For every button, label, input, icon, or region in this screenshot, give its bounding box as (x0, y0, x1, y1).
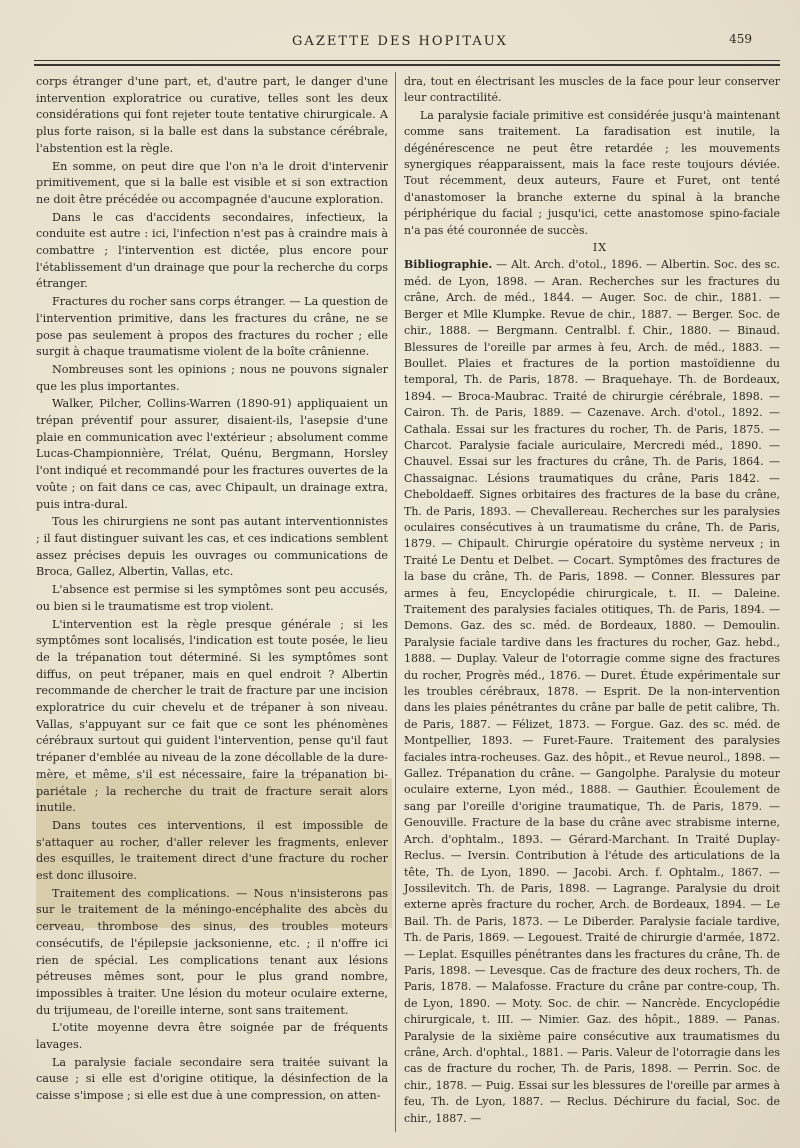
right-column (404, 74, 780, 1128)
paragraph: Nombreuses sont les opinions ; nous ne pouvons signaler que les plus importantes. (36, 362, 388, 393)
paragraph: En somme, on peut dire que l'on n'a le droit d'intervenir primitivement, que si la balle est visible et si son extraction ne doit être précédée ou accompagnée d'aucune exploration. (36, 159, 388, 206)
paragraph: La paralysie faciale secondaire sera traitée suivant la cause ; si elle est d'origine otitique, la désinfection de la caisse s'impose ; si elle est due à une compression, on atten- (36, 1055, 388, 1103)
bibliography (404, 257, 780, 1127)
paragraph: Dans toutes ces interventions, il est impossible de s'attaquer au rocher, d'aller relever les fragments, enlever des esquilles, le traitement direct d'une fracture du rocher est donc illusoire. (36, 818, 388, 883)
page-number: 459 (729, 32, 752, 46)
paragraph: L'otite moyenne devra être soignée par de fréquents lavages. (36, 1021, 388, 1052)
left-column (36, 74, 388, 1106)
paragraph: Fractures du rocher sans corps étranger. — La question de l'intervention primitive, dans les fractures du crâne, ne se pose pas seulement à propos des fractures du rocher ; elle surgit à chaque traumatisme violent de la boîte crânienne. (36, 295, 388, 359)
page-header (0, 30, 800, 52)
paragraph: La paralysie faciale primitive est considérée jusqu'à maintenant comme sans traitement. La faradisation est inutile, la dégénérescence ne peut être retardée ; les mouvements synergiques réapparaissent, mais la face reste toujours déviée. Tout récemment, deux auteurs, Faure et Furet, ont tenté d'anastomoser la branche externe du spinal à la branche périphérique du facial ; jusqu'ici, cette anastomose spino-faciale n'a pas été couronnée de succès. (404, 108, 780, 237)
section-number: IX (592, 241, 608, 255)
paragraph: dra, tout en électrisant les muscles de la face pour leur conserver leur contractilité. (404, 75, 780, 105)
paragraph: Dans le cas d'accidents secondaires, infectieux, la conduite est autre : ici, l'infection n'est pas à craindre mais à combattre ; l'intervention est dictée, plus encore pour l'établissement d'un drainage que pour la recherche du corps étranger. (36, 210, 388, 291)
paragraph: Traitement des complications. — Nous n'insisterons pas sur le traitement de la méningo-encéphalite des abcès du cerveau, thrombose des sinus, des troubles moteurs consécutifs, de l'épilepsie jacksonienne, etc. ; il n'offre ici rien de spécial. Les complications tenant aux lésions pétreuses mêmes sont, pour le plus grand nombre, impossibles à traiter. Une lésion du moteur oculaire externe, du trijumeau, de l'oreille interne, sont sans traitement. (36, 886, 388, 1017)
column-divider (395, 72, 396, 1132)
paragraph: corps étranger d'une part, et, d'autre part, le danger d'une intervention exploratrice ou curative, telles sont les deux considérations qui font rejeter toute tentative chirurgicale. A plus forte raison, si la balle est dans la substance cérébrale, l'abstention est la règle. (36, 75, 388, 155)
paragraph: L'intervention est la règle presque générale ; si les symptômes sont localisés, l'indication est toute posée, le lieu de la trépanation tout déterminé. Si les symptômes sont diffus, on peut trépaner, mais en quel endroit ? Albertin recommande de chercher le trait de fracture par une incision exploratrice du cuir chevelu et de trépaner à son niveau. Vallas, s'appuyant sur ce fait que ce sont les phénomènes cérébraux surtout qui guident l'intervention, pense qu'il faut trépaner d'emblée au niveau de la zone décollable de la dure-mère, et même, s'il est nécessaire, faire la trépanation bi-pariétale ; la recherche du trait de fracture serait alors inutile. (36, 617, 388, 815)
paragraph: L'absence est permise si les symptômes sont peu accusés, ou bien si le traumatisme est trop violent. (36, 583, 388, 613)
bibliography-text: — Alt. Arch. d'otol., 1896. — Albertin. Soc. des sc. méd. de Lyon, 1898. — Aran. Recherches sur les fractures du crâne, Arch. de méd., 1844. — Auger. Soc. de chir., 1881. — Berger et Mlle Klumpke. Revue de chir., 1887. — Berger. Soc. de chir., 1888. — Bergmann. Centralbl. f. Chir., 1880. — Binaud. Blessures de l'oreille par armes à feu, Arch. de méd., 1883. — Boullet. Plaies et fractures de la portion mastoïdienne du temporal, Th. de Paris, 1878. — Braquehaye. Th. de Bordeaux, 1894. — Broca-Maubrac. Traité de chirurgie cérébrale, 1898. — Cairon. Th. de Paris, 1889. — Cazenave. Arch. d'otol., 1892. — Cathala. Essai sur les fractures du rocher, Th. de Paris, 1875. — Charcot. Paralysie faciale auriculaire, Mercredi méd., 1890. — Chauvel. Essai sur les fractures du crâne, Th. de Paris, 1864. — Chassaignac. Lésions traumatiques du crâne, Paris 1842. — Cheboldaeff. Signes orbitaires des fractures de la base du crâne, Th. de Paris, 1893. — Chevallereau. Recherches sur les paralysies oculaires consécutives à un traumatisme du crâne, Th. de Paris, 1879. — Chipault. Chirurgie opératoire du système nerveux ; in Traité Le Dentu et Delbet. — Cocart. Symptômes des fractures de la base du crâne, Th. de Paris, 1898. — Conner. Blessures par armes à feu, Encyclopédie chirurgicale, t. II. — Daleine. Traitement des paralysies faciales otitiques, Th. de Paris, 1894. — Demons. Gaz. des sc. méd. de Bordeaux, 1880. — Demoulin. Paralysie faciale tardive dans les fractures du rocher, Gaz. hebd., 1888. — Duplay. Valeur de l'otorragie comme signe des fractures du rocher, Progrès méd., 1876. — Duret. Étude expérimentale sur les troubles cérébraux, 1878. — Esprit. De la non-intervention dans les plaies pénétrantes du crâne par balle de petit calibre, Th. de Paris, 1887. — Félizet, 1873. — Forgue. Gaz. des sc. méd. de Montpellier, 1893. — Furet-Faure. Traitement des paralysies faciales intra-rocheuses. Gaz. des hôpit., et Revue neurol., 1898. — Gallez. Trépanation du crâne. — Gangolphe. Paralysie du moteur oculaire externe, Lyon méd., 1888. — Gauthier. Écoulement de sang par l'oreille d'origine traumatique, Th. de Paris, 1879. — Genouville. Fracture de la base du crâne avec strabisme interne, Arch. d'ophtalm., 1893. — Gérard-Marchant. In Traité Duplay-Reclus. — Iversin. Contribution à l'étude des articulations de la tête, Th. de Lyon, 1890. — Jacobi. Arch. f. Ophtalm., 1867. — Jossilevitch. Th. de Paris, 1898. — Lagrange. Paralysie du droit externe après fracture du rocher, Arch. de Bordeaux, 1894. — Le Bail. Th. de Paris, 1873. — Le Diberder. Paralysie faciale tardive, Th. de Paris, 1869. — Legouest. Traité de chirurgie d'armée, 1872. — Leplat. Esquilles pénétrantes dans les fractures du crâne, Th. de Paris, 1898. — Levesque. Cas de fracture des deux rochers, Th. de Paris, 1878. — Malafosse. Fracture du crâne par contre-coup, Th. de Lyon, 1890. — Moty. Soc. de chir. — Nancrède. Encyclopédie chirurgicale, t. III. — Nimier. Gaz. des hôpit., 1889. — Panas. Paralysie de la sixième paire consécutive aux traumatismes du crâne, Arch. d'ophtal., 1881. — Paris. Valeur de l'otorragie dans les cas de fracture du rocher, Th. de Paris, 1898. — Perrin. Soc. de chir., 1878. — Puig. Essai sur les blessures de l'oreille par armes à feu, Th. de Lyon, 1887. — Reclus. Déchirure du facial, Soc. de chir., 1887. — (404, 258, 780, 1125)
running-title: GAZETTE DES HOPITAUX (292, 34, 508, 49)
header-rule (34, 60, 780, 61)
paragraph: Tous les chirurgiens ne sont pas autant interventionnistes ; il faut distinguer suivant les cas, et ces indications semblent assez précises depuis les ouvrages ou communications de Broca, Gallez, Albertin, Vallas, etc. (36, 515, 388, 579)
bibliography-heading: Bibliographie. (404, 258, 493, 272)
header-rule-thick (34, 64, 780, 66)
paragraph: Walker, Pilcher, Collins-Warren (1890-91) appliquaient un trépan préventif pour assurer, disaient-ils, l'asepsie d'une plaie en communication avec l'extérieur ; absolument comme Lucas-Championnière, Trélat, Quénu, Bergmann, Horsley l'ont indiqué et recommandé pour les fractures ouvertes de la voûte ; on fait dans ce cas, avec Chipault, un drainage extra, puis intra-dural. (36, 397, 388, 511)
